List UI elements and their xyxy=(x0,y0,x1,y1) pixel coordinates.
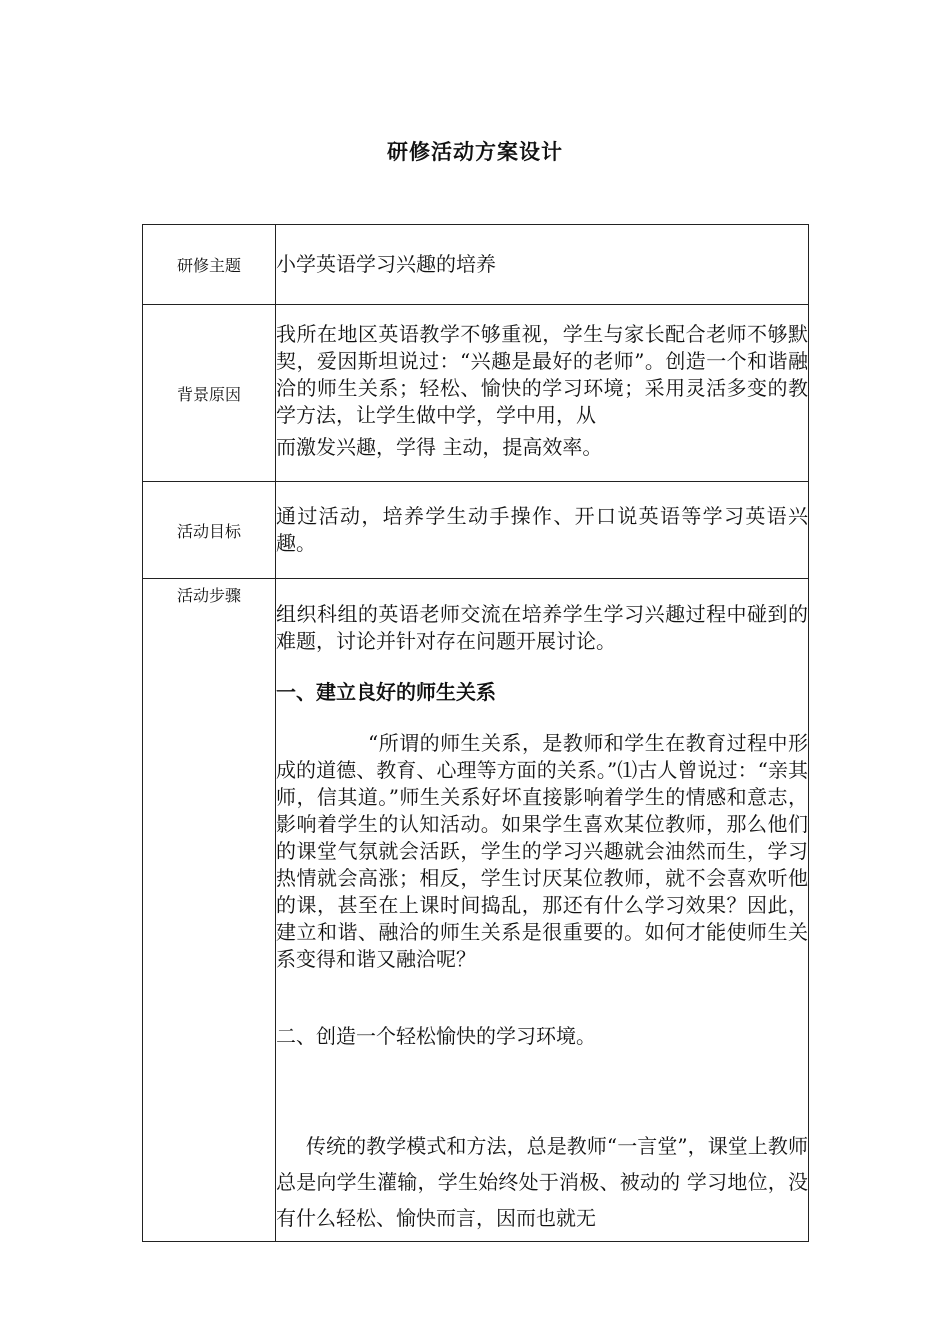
background-label: 背景原因 xyxy=(143,305,276,482)
section-paragraph-1: “所谓的师生关系，是教师和学生在教育过程中形成的道德、教育、心理等方面的关系。”⑴古人曾说过：“亲其师，信其道。”师生关系好坏直接影响着学生的情感和意志，影响着学生的认知活动。如果学生喜欢某位教师，那么他们的课堂气氛就会活跃，学生的学习兴趣就会油然而生，学习热情就会高涨；相反，学生讨厌某位教师，就不会喜欢听他的课，甚至在上课时间捣乱，那还有什么学习效果？因此，建立和谐、融洽的师生关系是很重要的。如何才能使师生关系变得和谐又融洽呢？ xyxy=(276,731,808,971)
steps-intro: 组织科组的英语老师交流在培养学生学习兴趣过程中碰到的难题，讨论并针对存在问题开展讨论。 xyxy=(276,602,808,653)
topic-value: 小学英语学习兴趣的培养 xyxy=(276,225,809,305)
topic-row xyxy=(143,225,809,305)
background-row xyxy=(143,305,809,482)
plan-table xyxy=(142,224,809,1242)
steps-label: 活动步骤 xyxy=(143,579,276,1242)
goal-row xyxy=(143,482,809,579)
background-text: 我所在地区英语教学不够重视，学生与家长配合老师不够默契，爱因斯坦说过：“兴趣是最好的老师”。创造一个和谐融洽的师生关系；轻松、愉快的学习环境；采用灵活多变的教学方法，让学生做中学，学中用，从 xyxy=(276,322,808,427)
section-heading-2: 二、创造一个轻松愉快的学习环境。 xyxy=(276,1024,596,1048)
topic-label: 研修主题 xyxy=(143,225,276,305)
background-text-end: 而激发兴趣，学得 主动，提高效率。 xyxy=(276,435,603,459)
steps-row xyxy=(143,579,809,1242)
steps-cell xyxy=(276,579,809,1242)
background-cell xyxy=(276,305,809,482)
document-title: 研修活动方案设计 xyxy=(387,139,563,164)
goal-value: 通过活动，培养学生动手操作、开口说英语等学习英语兴趣。 xyxy=(276,482,809,579)
section-heading-1: 一、建立良好的师生关系 xyxy=(276,680,496,704)
goal-label: 活动目标 xyxy=(143,482,276,579)
section-paragraph-2: 传统的教学模式和方法，总是教师“一言堂”，课堂上教师总是向学生灌输，学生始终处于消极、被动的 学习地位，没有什么轻松、愉快而言，因而也就无 xyxy=(276,1134,808,1230)
